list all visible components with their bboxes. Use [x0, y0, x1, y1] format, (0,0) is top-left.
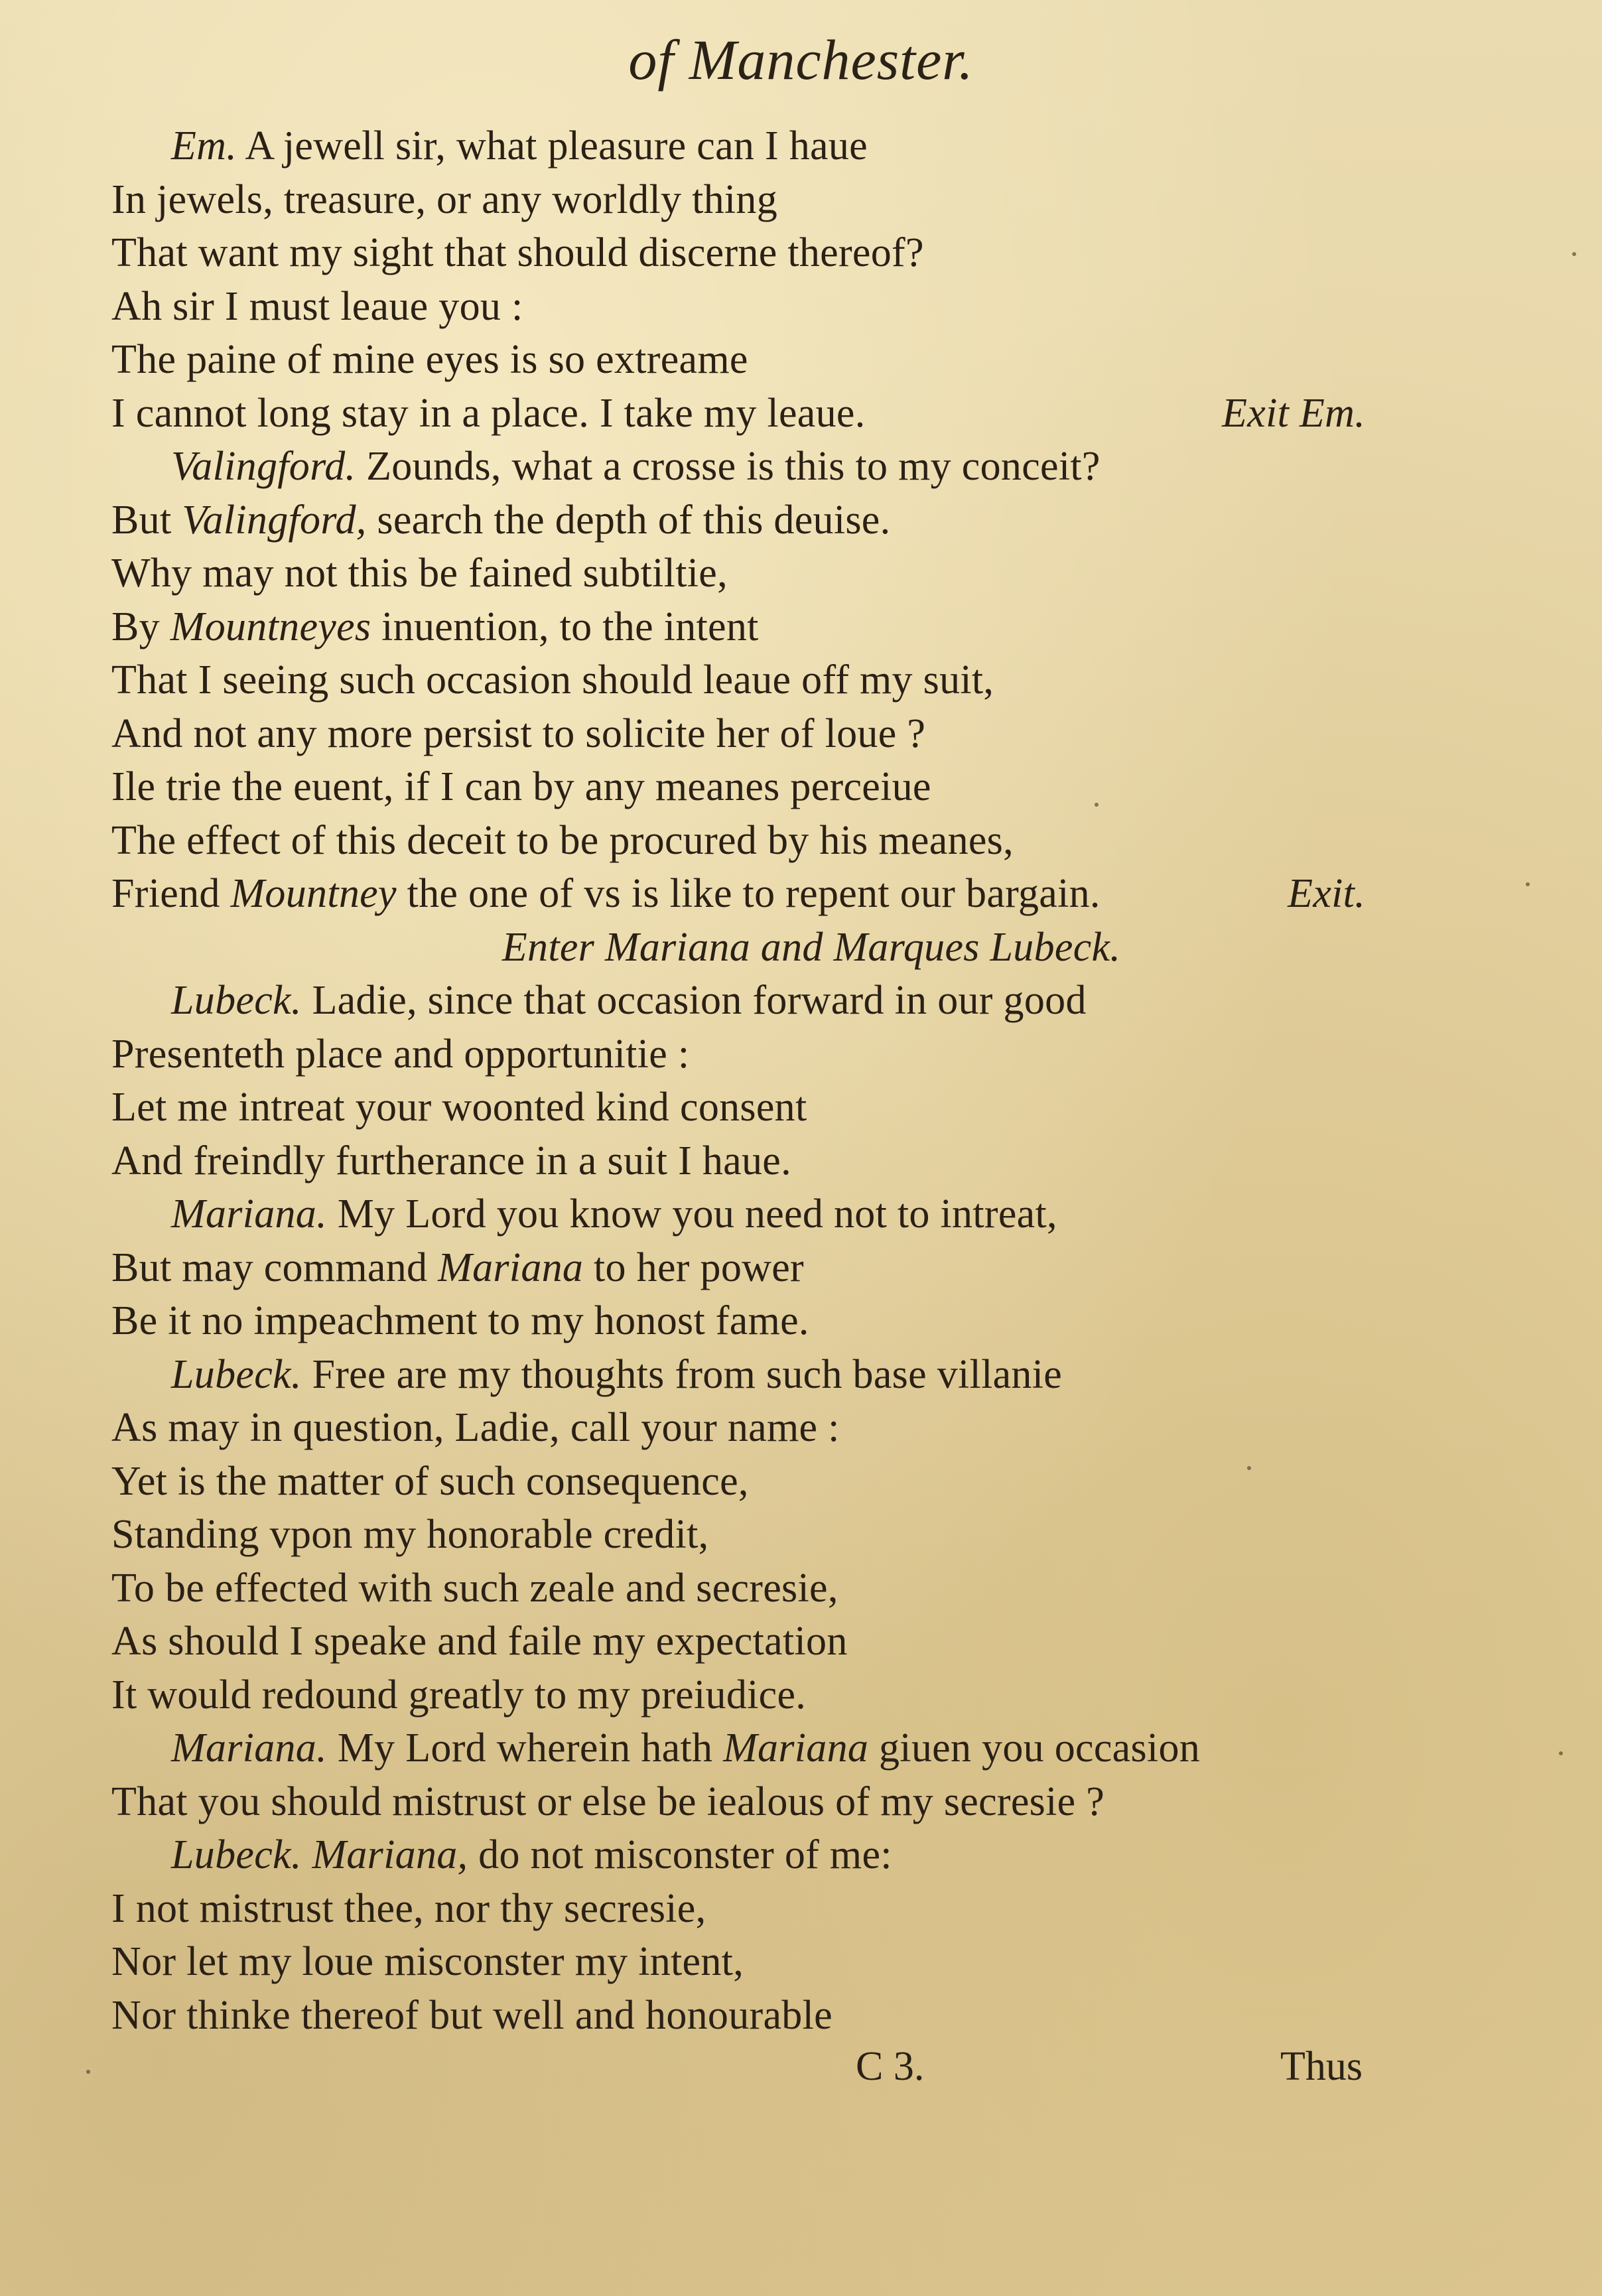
text-line	[111, 1562, 1339, 1615]
speaker-name: Valingford.	[171, 444, 356, 489]
line-text: A jewell sir, what pleasure can I haue	[237, 123, 868, 169]
line-text: the one of vs is like to repent our bargain.	[396, 871, 1101, 916]
character-name: Mariana	[723, 1725, 869, 1771]
exit-direction: Exit.	[1288, 871, 1365, 916]
text-line	[111, 119, 1339, 173]
text-line	[111, 1187, 1339, 1241]
text-line	[111, 921, 1339, 975]
signature-mark: C 3.	[856, 2044, 925, 2089]
line-text: inuention, to the intent	[371, 604, 759, 649]
line-text: Why may not this be fained subtiltie,	[111, 551, 728, 596]
line-text: And not any more persist to solicite her of loue ?	[111, 710, 926, 756]
line-text: The effect of this deceit to be procured by his meanes,	[111, 817, 1014, 863]
text-line	[111, 1828, 1339, 1882]
text-line	[111, 387, 1365, 440]
line-text: do not misconster of me:	[468, 1832, 892, 1877]
line-text: That want my sight that should discerne thereof?	[111, 230, 924, 275]
text-line	[111, 1508, 1339, 1562]
text-line	[111, 280, 1339, 334]
line-text: In jewels, treasure, or any worldly thing	[111, 176, 778, 222]
line-text: Let me intreat your woonted kind consent	[111, 1085, 807, 1130]
text-line	[111, 1028, 1339, 1081]
text-line	[111, 707, 1339, 761]
text-line	[111, 494, 1339, 547]
text-line	[111, 867, 1365, 921]
line-text: Presenteth place and opportunitie :	[111, 1031, 690, 1077]
text-line	[111, 1722, 1339, 1775]
line-text: To be effected with such zeale and secresie,	[111, 1565, 838, 1611]
line-text: But	[111, 497, 182, 543]
text-line	[111, 600, 1339, 654]
line-text: My Lord wherein hath	[326, 1725, 724, 1771]
line-text: Ladie, since that occasion forward in our good	[301, 978, 1087, 1023]
text-line	[111, 173, 1339, 227]
line-text: I cannot long stay in a place. I take my leaue.	[111, 390, 866, 436]
line-text: giuen you occasion	[868, 1725, 1201, 1771]
text-line	[111, 1455, 1339, 1509]
text-line	[111, 1775, 1339, 1829]
line-text: That you should mistrust or else be iealous of my secresie ?	[111, 1779, 1105, 1824]
text-line	[111, 974, 1339, 1028]
line-text: But may command	[111, 1245, 438, 1290]
text-line	[111, 1882, 1339, 1936]
text-line	[111, 1348, 1339, 1402]
line-text: Standing vpon my honorable credit,	[111, 1512, 709, 1557]
text-line	[111, 333, 1339, 387]
line-text: That I seeing such occasion should leaue off my suit,	[111, 657, 994, 703]
text-line	[111, 1989, 1339, 2043]
line-text: It would redound greatly to my preiudice.	[111, 1672, 807, 1718]
text-line	[111, 547, 1339, 600]
line-text: Friend	[111, 871, 231, 916]
exit-direction: Exit Em.	[1222, 390, 1365, 436]
play-text	[111, 119, 1365, 2042]
line-text: By	[111, 604, 170, 649]
line-text: to her power	[583, 1245, 804, 1290]
line-text: And freindly furtherance in a suit I haue.	[111, 1138, 791, 1183]
character-name: Mariana,	[301, 1832, 468, 1877]
speaker-name: Mariana.	[171, 1725, 327, 1771]
line-text: Free are my thoughts from such base villanie	[301, 1351, 1063, 1397]
text-line	[111, 814, 1339, 868]
text-line	[111, 1134, 1339, 1188]
line-text: As may in question, Ladie, call your name :	[111, 1405, 840, 1450]
line-text: Nor thinke thereof but well and honourable	[111, 1992, 833, 2038]
line-text: Be it no impeachment to my honost fame.	[111, 1298, 809, 1343]
line-text: My Lord you know you need not to intreat,	[326, 1191, 1057, 1237]
character-name: Mariana	[438, 1245, 584, 1290]
character-name: Valingford,	[182, 497, 367, 543]
running-head: of Manchester.	[628, 28, 974, 92]
line-text: Ah sir I must leaue you :	[111, 283, 523, 329]
line-text: Nor let my loue misconster my intent,	[111, 1939, 744, 1984]
text-line	[111, 1935, 1339, 1989]
character-name: Mountneyes	[170, 604, 371, 649]
text-line	[111, 760, 1339, 814]
text-line	[111, 226, 1339, 280]
text-line	[111, 1294, 1339, 1348]
line-text: Ile trie the euent, if I can by any meanes perceiue	[111, 764, 931, 809]
line-text: Zounds, what a crosse is this to my conceit?	[356, 444, 1101, 489]
character-name: Mountney	[230, 871, 397, 916]
speaker-name: Lubeck.	[171, 1351, 302, 1397]
text-line	[111, 440, 1339, 494]
text-line	[111, 1401, 1339, 1455]
text-line	[111, 1081, 1339, 1134]
line-text: The paine of mine eyes is so extreame	[111, 337, 748, 382]
line-text: As should I speake and faile my expectation	[111, 1619, 848, 1664]
speaker-name: Lubeck.	[171, 978, 302, 1023]
text-line	[111, 1241, 1339, 1295]
line-text: Yet is the matter of such consequence,	[111, 1458, 749, 1504]
line-text: I not mistrust thee, nor thy secresie,	[111, 1885, 706, 1931]
speaker-name: Lubeck.	[171, 1832, 302, 1877]
page-footer	[0, 2043, 1602, 2103]
catchword: Thus	[1280, 2044, 1363, 2089]
speaker-name: Mariana.	[171, 1191, 327, 1237]
text-line	[111, 1615, 1339, 1668]
stage-direction: Enter Mariana and Marques Lubeck.	[501, 924, 1121, 970]
text-line	[111, 1668, 1339, 1722]
speaker-name: Em.	[171, 123, 237, 169]
line-text: search the depth of this deuise.	[366, 497, 891, 543]
text-line	[111, 653, 1339, 707]
